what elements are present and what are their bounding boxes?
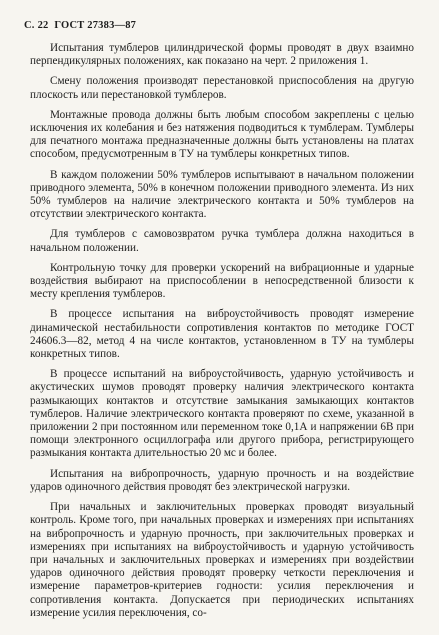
- paragraph: Контрольную точку для проверки ускорений на вибрационные и ударные воздействия выбирают на приспособлении в непосредственной близости к месту крепления тумблеров.: [30, 261, 414, 301]
- standard-code: ГОСТ 27383—87: [54, 20, 137, 31]
- paragraph: Смену положения производят перестановкой приспособления на другую плоскость или перестановкой тумблеров.: [30, 75, 414, 101]
- page-header: [24, 20, 139, 31]
- paragraph: Испытания на вибропрочность, ударную прочность и на воздействие ударов одиночного действия проводят без электрической нагрузки.: [30, 467, 414, 493]
- paragraph: В каждом положении 50% тумблеров испытывают в начальном положении приводного элемента, 50% в конечном положении приводного элемента. Из них 50% тумблеров на наличие электрического контакта и 50% тумблеров на отсутствии электрического контакта.: [30, 168, 414, 221]
- header-letter: С.: [24, 20, 35, 31]
- paragraph: В процессе испытаний на виброустойчивость, ударную устойчивость и акустических шумов проводят проверку наличия электрического контакта размыкающих контактов и отсутствие замыкания замыкающих контактов тумблеров. Наличие электрического контакта проверяют по схеме, указанной в приложении 2 при постоянном или переменном токе 0,1А и напряжении 6В при помощи электронного осциллографа или другого прибора, регистрирующего размыкания контакта длительностью 20 мс и более.: [30, 368, 414, 460]
- document-body: [30, 42, 414, 627]
- paragraph: Испытания тумблеров цилиндрической формы проводят в двух взаимно перпендикулярных положениях, как показано на черт. 2 приложения 1.: [30, 42, 414, 68]
- paragraph: При начальных и заключительных проверках проводят визуальный контроль. Кроме того, при начальных проверках и измерениях при испытаниях на вибропрочность и ударную прочность, при заключительных проверках и измерениях при испытаниях на виброустойчивость и ударную устойчивость при начальных и заключительных проверках и измерениях при воздействии ударов одиночного действия проводят проверку четкости переключения и измерение параметров-критериев годности: усилия переключения и сопротивления контакта. Допускается при периодических испытаниях измерение усилия переключения, со-: [30, 501, 414, 619]
- paragraph: В процессе испытания на виброустойчивость проводят измерение динамической нестабильности сопротивления контактов по методике ГОСТ 24606.3—82, метод 4 на числе контактов, установленном в ТУ на тумблеры конкретных типов.: [30, 308, 414, 361]
- paragraph: Для тумблеров с самовозвратом ручка тумблера должна находиться в начальном положении.: [30, 228, 414, 254]
- page-number: 22: [37, 20, 49, 31]
- paragraph: Монтажные провода должны быть любым способом закреплены с целью исключения их колебания и без натяжения подводиться к тумблерам. Тумблеры для печатного монтажа предназначенные должны быть установлены на платах способом, предусмотренным в ТУ на тумблеры конкретных типов.: [30, 108, 414, 161]
